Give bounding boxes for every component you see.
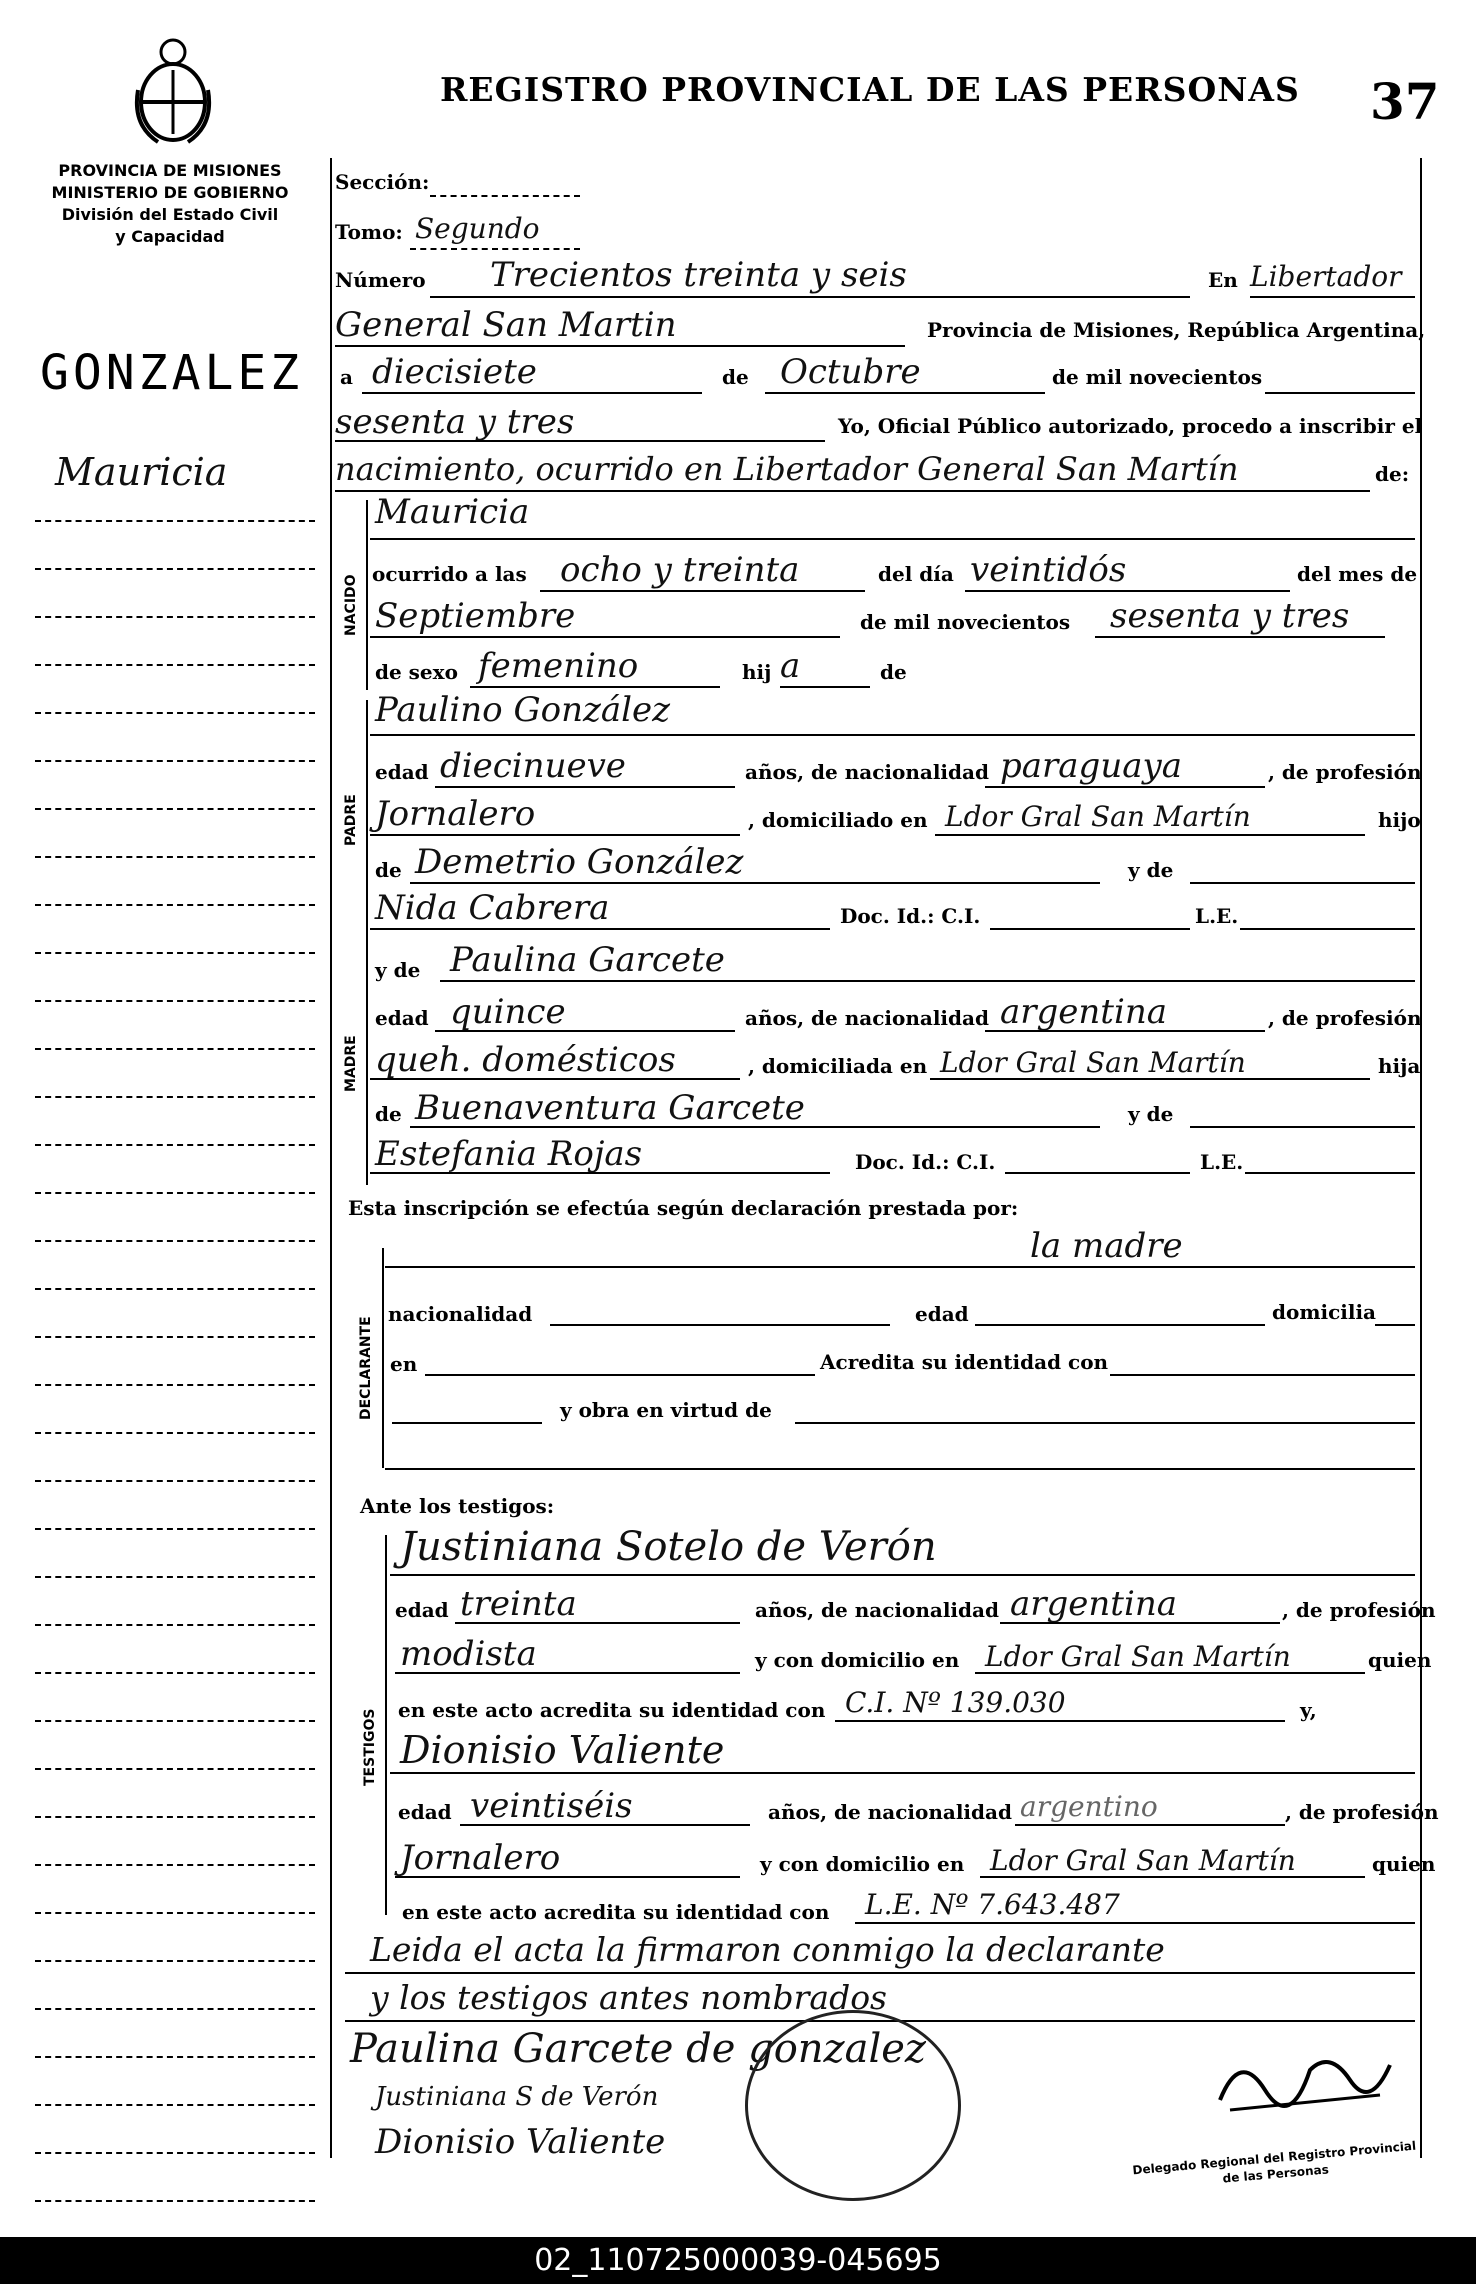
- ocurrido-label: ocurrido a las: [372, 562, 527, 586]
- margin-ruled-line: [35, 1960, 315, 1962]
- margin-ruled-line: [35, 1720, 315, 1722]
- declarante-acredita-line: [1110, 1374, 1415, 1376]
- coat-of-arms-icon: [128, 30, 218, 150]
- padre-prof-label: , de profesión: [1268, 760, 1422, 784]
- padre-name: Paulino González: [375, 690, 671, 730]
- margin-ruled-line: [35, 1624, 315, 1626]
- mil-line: [1265, 392, 1415, 394]
- margin-ruled-line: [35, 2200, 315, 2202]
- testigo1-nac-value: argentina: [1010, 1584, 1178, 1624]
- margin-ruled-line: [35, 1864, 315, 1866]
- padre-name-line: [370, 734, 1415, 736]
- provincia-label: Provincia de Misiones, República Argentina,: [927, 318, 1426, 342]
- numero-value: Trecientos treinta y seis: [490, 255, 907, 295]
- closing-line-1-rule: [345, 1972, 1415, 1974]
- hour-value: ocho y treinta: [560, 550, 800, 590]
- margin-ruled-line: [35, 1240, 315, 1242]
- declarante-en-line: [425, 1374, 815, 1376]
- margin-ruled-line: [35, 1384, 315, 1386]
- testigos-intro: Ante los testigos:: [360, 1494, 555, 1518]
- padre-edad-line: [435, 786, 735, 788]
- declarante-en-label: en: [390, 1352, 418, 1376]
- margin-ruled-line: [35, 952, 315, 954]
- year-line: [335, 440, 825, 442]
- institution-line: División del Estado Civil: [61, 205, 279, 224]
- margin-ruled-line: [35, 568, 315, 570]
- testigo1-name-line: [390, 1574, 1415, 1576]
- madre-le-line: [1245, 1172, 1415, 1174]
- madre-doc-line: [1005, 1172, 1190, 1174]
- margin-ruled-line: [35, 1432, 315, 1434]
- padre-prof-line: [370, 834, 740, 836]
- testigo2-edad-label: edad: [398, 1800, 452, 1824]
- testigo1-edad-label: edad: [395, 1598, 449, 1622]
- margin-ruled-line: [35, 808, 315, 810]
- declarante-obra-pre-line: [392, 1422, 542, 1424]
- seccion-label: Sección:: [335, 170, 430, 194]
- declarante-line: [385, 1266, 1415, 1268]
- tomo-label: Tomo:: [335, 220, 403, 244]
- padre-dom-line: [935, 834, 1365, 836]
- margin-ruled-line: [35, 1672, 315, 1674]
- declarante-bracket: [382, 1248, 384, 1468]
- testigo1-dom-line: [975, 1672, 1365, 1674]
- margin-surname: GONZALEZ: [40, 345, 304, 401]
- padre-edad-value: diecinueve: [440, 746, 626, 786]
- page-number: 37: [1370, 72, 1440, 131]
- testigo1-nac-line: [1000, 1622, 1280, 1624]
- testigo2-prof-label: , de profesión: [1285, 1800, 1439, 1824]
- oficial-label: Yo, Oficial Público autorizado, procedo a inscribir el: [838, 414, 1423, 438]
- testigos-bracket: [385, 1535, 387, 1915]
- margin-ruled-line: [35, 520, 315, 522]
- nacido-tag: NACIDO: [343, 574, 359, 636]
- declarante-obra-line: [795, 1422, 1415, 1424]
- en-label: En: [1208, 268, 1238, 292]
- declarante-edad-line: [975, 1324, 1265, 1326]
- numero-line: [430, 296, 1190, 298]
- locality-line: [335, 345, 905, 347]
- testigo1-prof-value: modista: [400, 1634, 537, 1674]
- seccion-line: [430, 195, 580, 197]
- margin-ruled-line: [35, 1288, 315, 1290]
- madre-edad-value: quince: [450, 992, 566, 1032]
- declarante-signature: Paulina Garcete de gonzalez: [350, 2026, 926, 2072]
- declarante-edad-label: edad: [915, 1302, 969, 1326]
- year-value: sesenta y tres: [335, 402, 575, 442]
- en-value: Libertador: [1250, 260, 1402, 293]
- institution-block: [30, 160, 310, 248]
- de-label: de: [722, 365, 749, 389]
- madre-dom-value: Ldor Gral San Martín: [940, 1046, 1246, 1079]
- dia-label: del día: [878, 562, 954, 586]
- declarante-tag: DECLARANTE: [358, 1316, 374, 1420]
- padre-father-value: Demetrio González: [415, 842, 744, 882]
- madre-prof-value: queh. domésticos: [375, 1040, 676, 1080]
- margin-ruled-line: [35, 1000, 315, 1002]
- testigo1-doc-value: C.I. Nº 139.030: [845, 1686, 1066, 1719]
- madre-nac-value: argentina: [1000, 992, 1168, 1032]
- madre-nac-line: [985, 1030, 1265, 1032]
- margin-ruled-line: [35, 712, 315, 714]
- madre-name: Paulina Garcete: [450, 940, 725, 980]
- testigo2-quien-label: quien: [1372, 1852, 1436, 1876]
- margin-ruled-line: [35, 1768, 315, 1770]
- testigo2-edad-value: veintiséis: [470, 1786, 633, 1826]
- madre-de-label: de: [375, 1102, 402, 1126]
- day-line: [362, 392, 702, 394]
- madre-tag: MADRE: [343, 1035, 359, 1092]
- month-line: [765, 392, 1045, 394]
- institution-line: MINISTERIO DE GOBIERNO: [51, 183, 289, 202]
- declarante-acredita-label: Acredita su identidad con: [820, 1350, 1109, 1374]
- margin-ruled-line: [35, 1816, 315, 1818]
- declarante-nac-label: nacionalidad: [388, 1302, 533, 1326]
- testigo2-signature: Dionisio Valiente: [375, 2122, 666, 2162]
- de2-label: de:: [1375, 462, 1410, 486]
- month-value: Octubre: [780, 352, 921, 392]
- nacido-month-value: Septiembre: [375, 596, 576, 636]
- testigo2-dom-label: y con domicilio en: [760, 1852, 965, 1876]
- testigo1-acredita-label: en este acto acredita su identidad con: [398, 1698, 826, 1722]
- nacido-day-value: veintidós: [970, 550, 1127, 590]
- nacido-year-line: [1095, 636, 1385, 638]
- testigo2-nac-label: años, de nacionalidad: [768, 1800, 1012, 1824]
- padre-dom-label: , domiciliado en: [748, 808, 928, 832]
- a-label: a: [340, 365, 353, 389]
- nacido-bracket: [366, 500, 368, 690]
- hij-label: hij: [742, 660, 772, 684]
- sexo-value: femenino: [478, 646, 639, 686]
- testigo1-signature: Justiniana S de Verón: [375, 2082, 659, 2112]
- nacido-month-line: [370, 636, 840, 638]
- madre-mother-line: [370, 1172, 830, 1174]
- madre-hija-label: hija: [1378, 1054, 1421, 1078]
- testigo2-dom-line: [980, 1876, 1365, 1878]
- official-signature-icon: [1210, 2040, 1400, 2120]
- padre-doc-line: [990, 928, 1190, 930]
- delegado-stamp: Delegado Regional del Registro Provincial de las Personas: [1131, 2138, 1417, 2186]
- margin-ruled-line: [35, 2008, 315, 2010]
- testigo2-dom-value: Ldor Gral San Martín: [990, 1844, 1296, 1877]
- margin-ruled-line: [35, 1192, 315, 1194]
- madre-edad-label: edad: [375, 1006, 429, 1030]
- madre-prof-label: , de profesión: [1268, 1006, 1422, 1030]
- margin-ruled-line: [35, 1336, 315, 1338]
- margin-ruled-line: [35, 760, 315, 762]
- madre-mother-value: Estefania Rojas: [375, 1134, 643, 1174]
- padre-doc-label: Doc. Id.: C.I.: [840, 904, 981, 928]
- form-left-border: [330, 158, 332, 2158]
- testigo1-edad-line: [455, 1622, 740, 1624]
- closing-line-2: y los testigos antes nombrados: [370, 1978, 887, 2017]
- nacido-day-line: [965, 590, 1290, 592]
- testigo1-nac-label: años, de nacionalidad: [755, 1598, 999, 1622]
- testigo1-prof-line: [395, 1672, 740, 1674]
- testigo1-quien-label: quien: [1368, 1648, 1432, 1672]
- padre-nac-label: años, de nacionalidad: [745, 760, 989, 784]
- padre-dom-value: Ldor Gral San Martín: [945, 800, 1251, 833]
- madre-doc-label: Doc. Id.: C.I.: [855, 1150, 996, 1174]
- padre-nac-value: paraguaya: [1000, 746, 1182, 786]
- hij-value: a: [780, 646, 801, 686]
- declarante-dom-line: [1375, 1324, 1415, 1326]
- padre-prof-value: Jornalero: [375, 794, 536, 834]
- madre-dom-label: , domiciliada en: [748, 1054, 928, 1078]
- margin-ruled-line: [35, 1528, 315, 1530]
- testigo1-dom-label: y con domicilio en: [755, 1648, 960, 1672]
- testigo1-y-label: y,: [1300, 1698, 1317, 1722]
- testigo2-name: Dionisio Valiente: [400, 1728, 725, 1772]
- nacido-mil-label: de mil novecientos: [860, 610, 1071, 634]
- day-value: diecisiete: [372, 352, 537, 392]
- margin-ruled-line: [35, 904, 315, 906]
- declarante-bottom-line: [385, 1468, 1415, 1470]
- testigo2-nac-line: [1015, 1824, 1285, 1826]
- tomo-line: [410, 248, 580, 250]
- padre-yde-line: [1190, 882, 1415, 884]
- testigo1-edad-value: treinta: [460, 1584, 577, 1624]
- institution-line: y Capacidad: [115, 227, 225, 246]
- margin-ruled-line: [35, 664, 315, 666]
- testigo2-prof-value: Jornalero: [400, 1838, 561, 1878]
- madre-name-line: [440, 980, 1415, 982]
- file-id-banner: 02_110725000039-045695: [0, 2237, 1476, 2284]
- madre-bracket: [366, 945, 368, 1185]
- margin-ruled-line: [35, 1096, 315, 1098]
- padre-le-line: [1240, 928, 1415, 930]
- margin-ruled-line: [35, 1480, 315, 1482]
- padre-le-label: L.E.: [1195, 904, 1239, 928]
- padre-hijo-label: hijo: [1378, 808, 1421, 832]
- testigo2-acredita-label: en este acto acredita su identidad con: [402, 1900, 830, 1924]
- margin-ruled-line: [35, 1048, 315, 1050]
- testigo2-edad-line: [460, 1824, 750, 1826]
- testigo1-prof-label: , de profesión: [1282, 1598, 1436, 1622]
- padre-edad-label: edad: [375, 760, 429, 784]
- sexo-line: [470, 686, 720, 688]
- tomo-value: Segundo: [415, 212, 540, 245]
- testigos-tag: TESTIGOS: [362, 1708, 378, 1786]
- padre-mother-line: [370, 928, 830, 930]
- en-line: [1250, 296, 1415, 298]
- mil-label: de mil novecientos: [1052, 365, 1263, 389]
- margin-ruled-line: [35, 1912, 315, 1914]
- padre-yde-label: y de: [1128, 858, 1174, 882]
- margin-ruled-line: [35, 616, 315, 618]
- margin-given-name: Mauricia: [55, 450, 228, 494]
- act-value: nacimiento, ocurrido en Libertador General San Martín: [335, 450, 1239, 488]
- declarante-dom-label: domicilia: [1272, 1300, 1377, 1324]
- sexo-label: de sexo: [375, 660, 458, 684]
- hour-line: [540, 590, 865, 592]
- locality-value: General San Martin: [335, 305, 677, 345]
- madre-le-label: L.E.: [1200, 1150, 1244, 1174]
- padre-father-line: [410, 882, 1100, 884]
- margin-ruled-line: [35, 2056, 315, 2058]
- testigo1-name: Justiniana Sotelo de Verón: [400, 1524, 937, 1570]
- margin-ruled-line: [35, 2104, 315, 2106]
- padre-tag: PADRE: [343, 794, 359, 846]
- madre-nac-label: años, de nacionalidad: [745, 1006, 989, 1030]
- register-title: REGISTRO PROVINCIAL DE LAS PERSONAS: [440, 70, 1300, 109]
- nacido-name-line: [370, 538, 1415, 540]
- mes-label: del mes de: [1297, 562, 1418, 586]
- madre-yde2-line: [1190, 1126, 1415, 1128]
- nacido-year-value: sesenta y tres: [1110, 596, 1350, 636]
- testigo2-doc-line: [855, 1922, 1415, 1924]
- madre-prof-line: [370, 1078, 740, 1080]
- margin-ruled-line: [35, 856, 315, 858]
- testigo2-nac-value: argentino: [1020, 1790, 1158, 1823]
- madre-edad-line: [435, 1030, 735, 1032]
- closing-line-1: Leida el acta la firmaron conmigo la declarante: [370, 1930, 1165, 1969]
- numero-label: Número: [335, 268, 426, 292]
- declarante-obra-label: y obra en virtud de: [560, 1398, 772, 1422]
- madre-father-line: [410, 1126, 1100, 1128]
- padre-nac-line: [985, 786, 1265, 788]
- institution-line: PROVINCIA DE MISIONES: [58, 161, 282, 180]
- registry-stamp-icon: [745, 2010, 961, 2201]
- testigo2-name-line: [390, 1772, 1415, 1774]
- padre-bracket: [366, 700, 368, 945]
- madre-yde2-label: y de: [1128, 1102, 1174, 1126]
- testigo2-prof-line: [395, 1876, 740, 1878]
- padre-de-label: de: [375, 858, 402, 882]
- nacido-de-label: de: [880, 660, 907, 684]
- margin-ruled-line: [35, 1576, 315, 1578]
- padre-mother-value: Nida Cabrera: [375, 888, 610, 928]
- nacido-name: Mauricia: [375, 492, 530, 532]
- madre-father-value: Buenaventura Garcete: [415, 1088, 805, 1128]
- declarante-intro: Esta inscripción se efectúa según declaración prestada por:: [348, 1196, 1019, 1220]
- testigo1-doc-line: [835, 1720, 1285, 1722]
- testigo1-dom-value: Ldor Gral San Martín: [985, 1640, 1291, 1673]
- testigo2-doc-value: L.E. Nº 7.643.487: [865, 1888, 1120, 1921]
- declarante-nac-line: [550, 1324, 890, 1326]
- margin-ruled-line: [35, 1144, 315, 1146]
- declarante-value: la madre: [1030, 1226, 1183, 1266]
- madre-yde-label: y de: [375, 958, 421, 982]
- margin-ruled-line: [35, 2152, 315, 2154]
- hij-line: [780, 686, 870, 688]
- madre-dom-line: [930, 1078, 1370, 1080]
